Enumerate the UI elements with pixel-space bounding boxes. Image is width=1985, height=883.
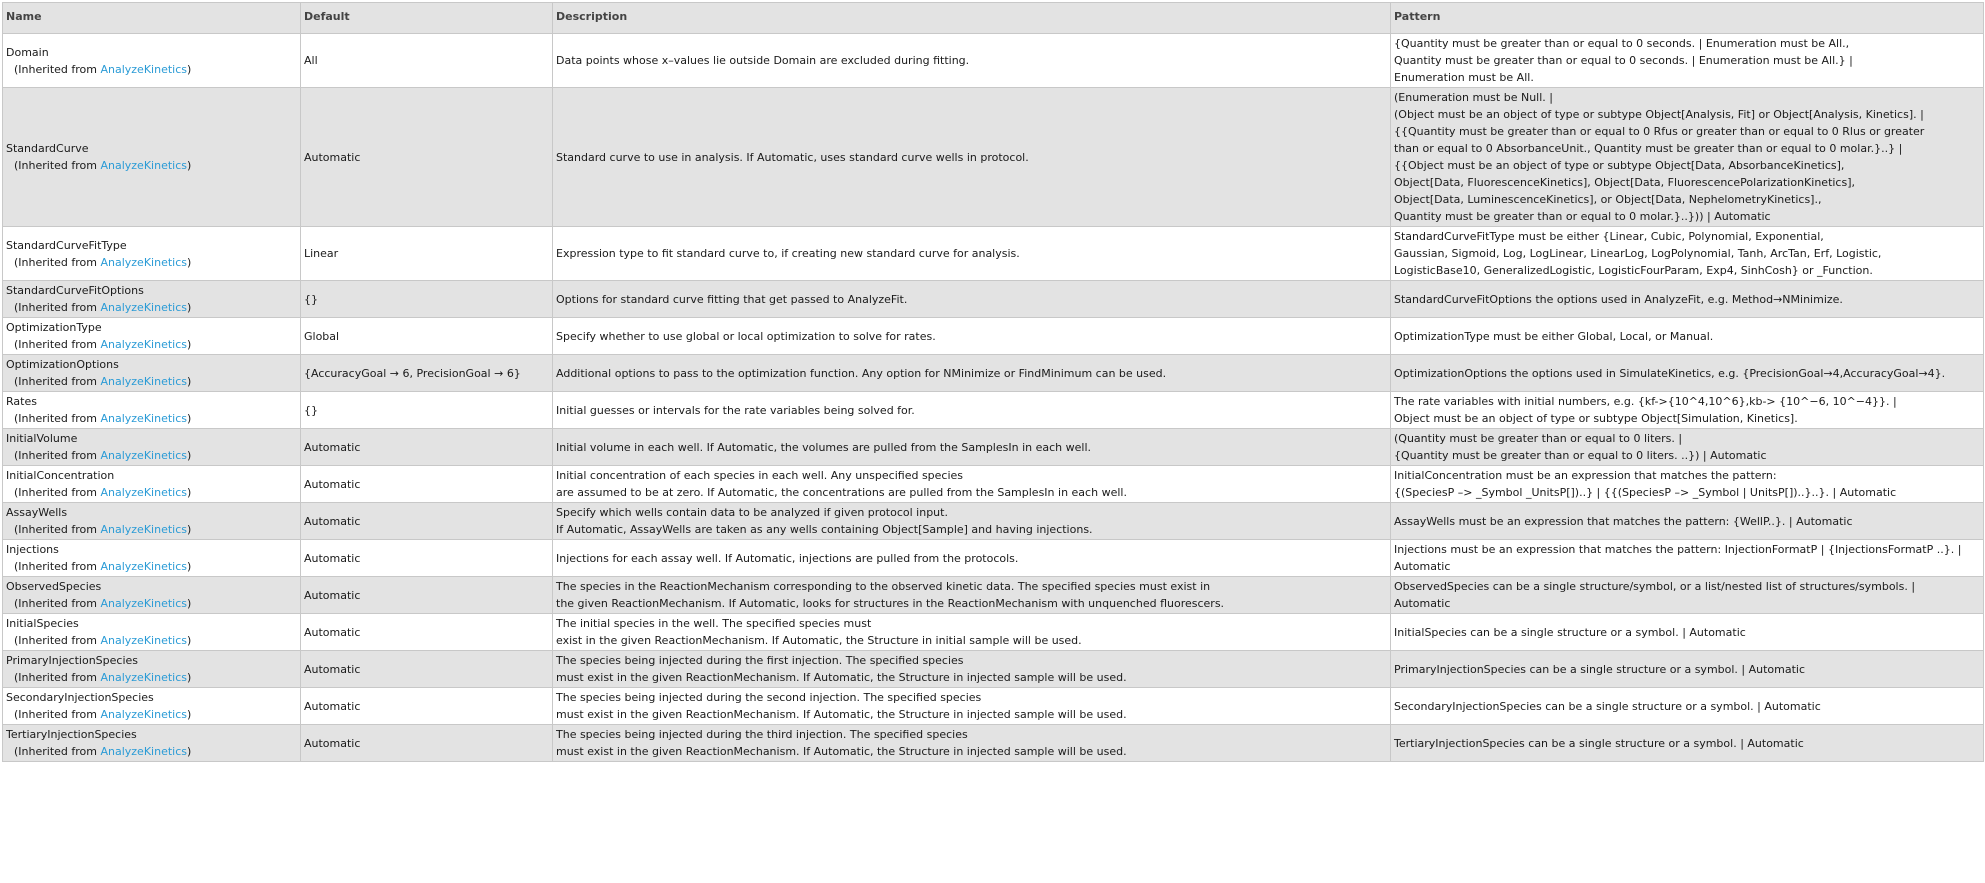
inherited-suffix: ) [187, 523, 192, 536]
inherited-suffix: ) [187, 255, 192, 269]
option-name: Domain [6, 45, 49, 59]
option-description: Expression type to fit standard curve to, if creating new standard curve for analysis. [556, 247, 1020, 260]
option-pattern: PrimaryInjectionSpecies can be a single structure or a symbol. | Automatic [1394, 662, 1806, 676]
option-pattern: StandardCurveFitOptions the options used in AnalyzeFit, e.g. Method→NMinimize. [1394, 292, 1843, 306]
option-name-cell [3, 429, 301, 466]
inherited-prefix: (Inherited from [14, 486, 101, 499]
inherited-suffix: ) [187, 301, 192, 314]
option-pattern: OptimizationOptions the options used in SimulateKinetics, e.g. {PrecisionGoal→4,AccuracyGoal→4}. [1394, 366, 1946, 380]
option-name-cell [3, 577, 301, 614]
inherited-prefix: (Inherited from [14, 671, 101, 684]
analyze-kinetics-link[interactable]: AnalyzeKinetics [100, 745, 187, 758]
option-description: Specify whether to use global or local optimization to solve for rates. [556, 329, 936, 343]
option-default: Automatic [304, 477, 361, 491]
option-name: InitialConcentration [6, 469, 115, 482]
option-description: Options for standard curve fitting that get passed to AnalyzeFit. [556, 292, 908, 306]
option-pattern-cell [1391, 688, 1984, 725]
analyze-kinetics-link[interactable]: AnalyzeKinetics [100, 449, 187, 462]
table-row [3, 34, 1984, 88]
option-name: ObservedSpecies [6, 580, 102, 593]
option-pattern-cell [1391, 503, 1984, 540]
option-name: TertiaryInjectionSpecies [6, 728, 137, 741]
option-pattern: TertiaryInjectionSpecies can be a single structure or a symbol. | Automatic [1394, 736, 1804, 750]
option-pattern: InitialSpecies can be a single structure or a symbol. | Automatic [1394, 625, 1746, 639]
inherited-note [6, 484, 297, 501]
inherited-note [6, 521, 297, 538]
inherited-suffix: ) [187, 597, 192, 610]
option-description: Additional options to pass to the optimization function. Any option for NMinimize or FindMinimum can be used. [556, 366, 1167, 380]
option-default: Linear [304, 247, 339, 260]
option-name-cell [3, 466, 301, 503]
option-default-cell [301, 466, 553, 503]
column-header-name: Name [3, 3, 301, 34]
option-default-cell [301, 281, 553, 318]
option-default: Automatic [304, 514, 361, 528]
table-row [3, 577, 1984, 614]
option-pattern: The rate variables with initial numbers, e.g. {kf->{10^4,10^6},kb-> {10^−6, 10^−4}}. | Object must be an object of type or subtype Object[Simulation, Kinetics]. [1394, 395, 1897, 425]
options-table [2, 2, 1984, 762]
option-description: Standard curve to use in analysis. If Automatic, uses standard curve wells in protocol. [556, 150, 1029, 164]
option-description: The species being injected during the second injection. The specified species must exist in the given ReactionMechanism. If Automatic, the Structure in injected sample will be used. [556, 691, 1127, 721]
option-description-cell [553, 725, 1391, 762]
option-name: Rates [6, 395, 37, 408]
option-name-cell [3, 614, 301, 651]
option-description-cell [553, 318, 1391, 355]
option-pattern-cell [1391, 88, 1984, 227]
inherited-suffix: ) [187, 560, 192, 573]
inherited-prefix: (Inherited from [14, 745, 101, 758]
option-description-cell [553, 88, 1391, 227]
option-description-cell [553, 355, 1391, 392]
table-row [3, 503, 1984, 540]
option-description-cell [553, 688, 1391, 725]
option-pattern-cell [1391, 281, 1984, 318]
inherited-note [6, 410, 297, 427]
option-name: PrimaryInjectionSpecies [6, 654, 138, 667]
option-default: Automatic [304, 699, 361, 713]
option-description: Initial volume in each well. If Automatic, the volumes are pulled from the SamplesIn in each well. [556, 440, 1091, 454]
option-default-cell [301, 227, 553, 281]
inherited-prefix: (Inherited from [14, 597, 101, 610]
option-pattern: InitialConcentration must be an expression that matches the pattern: {(SpeciesP –> _Symbol _UnitsP[])..} | {{(SpeciesP –> _Symbol | UnitsP[])..}..}. | Automatic [1394, 469, 1897, 499]
analyze-kinetics-link[interactable]: AnalyzeKinetics [100, 597, 187, 610]
option-default-cell [301, 34, 553, 88]
table-row [3, 392, 1984, 429]
table-row [3, 88, 1984, 227]
option-description-cell [553, 392, 1391, 429]
option-description-cell [553, 540, 1391, 577]
option-pattern-cell [1391, 577, 1984, 614]
table-row [3, 355, 1984, 392]
table-row [3, 318, 1984, 355]
inherited-suffix: ) [187, 159, 192, 172]
option-description-cell [553, 577, 1391, 614]
option-name: Injections [6, 543, 59, 556]
option-name: InitialVolume [6, 432, 78, 445]
inherited-prefix: (Inherited from [14, 523, 101, 536]
inherited-note [6, 336, 297, 353]
analyze-kinetics-link[interactable]: AnalyzeKinetics [100, 634, 187, 647]
option-pattern-cell [1391, 34, 1984, 88]
option-name-cell [3, 688, 301, 725]
option-name: StandardCurveFitType [6, 238, 127, 252]
option-name-cell [3, 355, 301, 392]
analyze-kinetics-link[interactable]: AnalyzeKinetics [100, 375, 187, 388]
inherited-note [6, 447, 297, 464]
option-name-cell [3, 651, 301, 688]
option-description: Data points whose x–values lie outside Domain are excluded during fitting. [556, 54, 970, 67]
table-row [3, 466, 1984, 503]
option-pattern: (Quantity must be greater than or equal to 0 liters. | {Quantity must be greater than or equal to 0 liters. ..}) | Automatic [1394, 432, 1767, 462]
table-row [3, 540, 1984, 577]
inherited-note [6, 254, 297, 271]
option-name-cell [3, 725, 301, 762]
option-default-cell [301, 577, 553, 614]
table-row [3, 725, 1984, 762]
option-pattern: AssayWells must be an expression that matches the pattern: {WellP..}. | Automatic [1394, 514, 1853, 528]
option-default: Automatic [304, 662, 361, 676]
inherited-prefix: (Inherited from [14, 412, 101, 425]
analyze-kinetics-link[interactable]: AnalyzeKinetics [100, 708, 187, 721]
option-description-cell [553, 227, 1391, 281]
option-default: Automatic [304, 625, 361, 639]
option-description: The species being injected during the first injection. The specified species must exist in the given ReactionMechanism. If Automatic, the Structure in injected sample will be used. [556, 654, 1127, 684]
inherited-prefix: (Inherited from [14, 62, 101, 76]
inherited-note [6, 61, 297, 78]
option-default: Automatic [304, 588, 361, 602]
option-default-cell [301, 392, 553, 429]
inherited-prefix: (Inherited from [14, 560, 101, 573]
option-name: OptimizationOptions [6, 358, 119, 371]
option-default: {} [304, 292, 318, 306]
header-row [3, 3, 1984, 34]
option-default-cell [301, 540, 553, 577]
option-default: {} [304, 403, 318, 417]
inherited-suffix: ) [187, 634, 192, 647]
option-pattern-cell [1391, 392, 1984, 429]
option-default: Automatic [304, 736, 361, 750]
inherited-suffix: ) [187, 671, 192, 684]
option-default-cell [301, 88, 553, 227]
option-default: Automatic [304, 551, 361, 565]
option-description-cell [553, 651, 1391, 688]
option-description-cell [553, 281, 1391, 318]
option-default-cell [301, 355, 553, 392]
option-name-cell [3, 281, 301, 318]
option-description: Injections for each assay well. If Automatic, injections are pulled from the protocols. [556, 551, 1019, 565]
option-pattern-cell [1391, 429, 1984, 466]
analyze-kinetics-link[interactable]: AnalyzeKinetics [100, 671, 187, 684]
inherited-suffix: ) [187, 745, 192, 758]
table-body [3, 34, 1984, 762]
option-name: InitialSpecies [6, 617, 79, 630]
option-default: Automatic [304, 440, 361, 454]
option-default-cell [301, 651, 553, 688]
analyze-kinetics-link[interactable]: AnalyzeKinetics [100, 338, 187, 351]
inherited-note [6, 595, 297, 612]
option-pattern: (Enumeration must be Null. | (Object must be an object of type or subtype Object[Analysis, Fit] or Object[Analysis, Kinetics]. | {{Quantity must be greater than or equal to 0 Rfus or greater than or equal to 0 Rlus or greater than or equal to 0 AbsorbanceUnit., Quantity must be greater than or equal to 0 molar.}..} | {{Object must be an object of type or subtype Object[Data, AbsorbanceKinetics], Object[Data, FluorescenceKinetics], Object[Data, FluorescencePolarizationKinetics], Object[Data, LuminescenceKinetics], or Object[Data, NephelometryKinetics]., Quantity must be greater than or equal to 0 molar.}..})) | Automatic [1394, 91, 1925, 223]
option-name-cell [3, 392, 301, 429]
option-default-cell [301, 614, 553, 651]
column-header-pattern: Pattern [1391, 3, 1984, 34]
table-row [3, 281, 1984, 318]
option-pattern: SecondaryInjectionSpecies can be a single structure or a symbol. | Automatic [1394, 699, 1821, 713]
option-name-cell [3, 318, 301, 355]
inherited-note [6, 373, 297, 390]
option-name: AssayWells [6, 506, 68, 519]
option-default-cell [301, 688, 553, 725]
column-header-default: Default [301, 3, 553, 34]
inherited-suffix: ) [187, 338, 192, 351]
option-name: OptimizationType [6, 321, 102, 334]
option-default-cell [301, 725, 553, 762]
option-description-cell [553, 466, 1391, 503]
option-description: Specify which wells contain data to be analyzed if given protocol input. If Automatic, AssayWells are taken as any wells containing Object[Sample] and having injections. [556, 506, 1093, 536]
inherited-prefix: (Inherited from [14, 301, 101, 314]
option-name: StandardCurve [6, 142, 89, 155]
inherited-note [6, 558, 297, 575]
option-pattern-cell [1391, 725, 1984, 762]
inherited-suffix: ) [187, 375, 192, 388]
inherited-prefix: (Inherited from [14, 708, 101, 721]
option-default-cell [301, 503, 553, 540]
inherited-note [6, 157, 297, 174]
inherited-note [6, 299, 297, 316]
analyze-kinetics-link[interactable]: AnalyzeKinetics [100, 255, 187, 269]
analyze-kinetics-link[interactable]: AnalyzeKinetics [100, 159, 187, 172]
inherited-suffix: ) [187, 708, 192, 721]
option-pattern-cell [1391, 614, 1984, 651]
option-name-cell [3, 88, 301, 227]
table-row [3, 614, 1984, 651]
analyze-kinetics-link[interactable]: AnalyzeKinetics [100, 301, 187, 314]
option-default-cell [301, 318, 553, 355]
option-pattern-cell [1391, 227, 1984, 281]
inherited-prefix: (Inherited from [14, 159, 101, 172]
option-description: The species being injected during the third injection. The specified species must exist in the given ReactionMechanism. If Automatic, the Structure in injected sample will be used. [556, 728, 1127, 758]
option-name: SecondaryInjectionSpecies [6, 691, 154, 704]
option-pattern-cell [1391, 651, 1984, 688]
analyze-kinetics-link[interactable]: AnalyzeKinetics [100, 486, 187, 499]
option-name-cell [3, 540, 301, 577]
inherited-suffix: ) [187, 62, 192, 76]
table-row [3, 227, 1984, 281]
option-pattern-cell [1391, 318, 1984, 355]
option-description-cell [553, 34, 1391, 88]
table-row [3, 651, 1984, 688]
option-default-cell [301, 429, 553, 466]
option-description: Initial concentration of each species in each well. Any unspecified species are assumed to be at zero. If Automatic, the concentrations are pulled from the SamplesIn in each well. [556, 469, 1127, 499]
option-default: {AccuracyGoal → 6, PrecisionGoal → 6} [304, 366, 521, 380]
analyze-kinetics-link[interactable]: AnalyzeKinetics [100, 412, 187, 425]
option-description: The species in the ReactionMechanism corresponding to the observed kinetic data. The specified species must exist in the given ReactionMechanism. If Automatic, looks for structures in the ReactionMechanism with unquenched fluorescers. [556, 580, 1225, 610]
option-name-cell [3, 34, 301, 88]
analyze-kinetics-link[interactable]: AnalyzeKinetics [100, 62, 187, 76]
option-name: StandardCurveFitOptions [6, 284, 144, 297]
inherited-note [6, 706, 297, 723]
option-name-cell [3, 227, 301, 281]
inherited-prefix: (Inherited from [14, 634, 101, 647]
inherited-note [6, 743, 297, 760]
inherited-prefix: (Inherited from [14, 449, 101, 462]
option-default: Automatic [304, 150, 361, 164]
inherited-prefix: (Inherited from [14, 255, 101, 269]
option-description-cell [553, 429, 1391, 466]
option-default: Global [304, 329, 340, 343]
table-row [3, 688, 1984, 725]
analyze-kinetics-link[interactable]: AnalyzeKinetics [100, 560, 187, 573]
option-pattern: ObservedSpecies can be a single structure/symbol, or a list/nested list of structures/symbols. | Automatic [1394, 580, 1916, 610]
option-pattern-cell [1391, 540, 1984, 577]
option-pattern: StandardCurveFitType must be either {Linear, Cubic, Polynomial, Exponential, Gaussian, Sigmoid, Log, LogLinear, LinearLog, LogPolynomial, Tanh, ArcTan, Erf, Logistic, LogisticBase10, GeneralizedLogistic, LogisticFourParam, Exp4, SinhCosh} or _Function. [1394, 230, 1882, 277]
option-description: The initial species in the well. The specified species must exist in the given ReactionMechanism. If Automatic, the Structure in initial sample will be used. [556, 617, 1082, 647]
option-description-cell [553, 503, 1391, 540]
option-description: Initial guesses or intervals for the rate variables being solved for. [556, 403, 915, 417]
option-description-cell [553, 614, 1391, 651]
inherited-suffix: ) [187, 449, 192, 462]
option-pattern-cell [1391, 466, 1984, 503]
option-pattern-cell [1391, 355, 1984, 392]
inherited-prefix: (Inherited from [14, 338, 101, 351]
column-header-description: Description [553, 3, 1391, 34]
inherited-suffix: ) [187, 486, 192, 499]
inherited-suffix: ) [187, 412, 192, 425]
option-pattern: Injections must be an expression that matches the pattern: InjectionFormatP | {InjectionsFormatP ..}. | Automatic [1394, 543, 1962, 573]
table-row [3, 429, 1984, 466]
inherited-prefix: (Inherited from [14, 375, 101, 388]
inherited-note [6, 632, 297, 649]
option-default: All [304, 54, 318, 67]
option-name-cell [3, 503, 301, 540]
analyze-kinetics-link[interactable]: AnalyzeKinetics [100, 523, 187, 536]
inherited-note [6, 669, 297, 686]
option-pattern: OptimizationType must be either Global, Local, or Manual. [1394, 329, 1714, 343]
option-pattern: {Quantity must be greater than or equal to 0 seconds. | Enumeration must be All., Quantity must be greater than or equal to 0 seconds. | Enumeration must be All.} | Enumeration must be All. [1394, 37, 1853, 84]
